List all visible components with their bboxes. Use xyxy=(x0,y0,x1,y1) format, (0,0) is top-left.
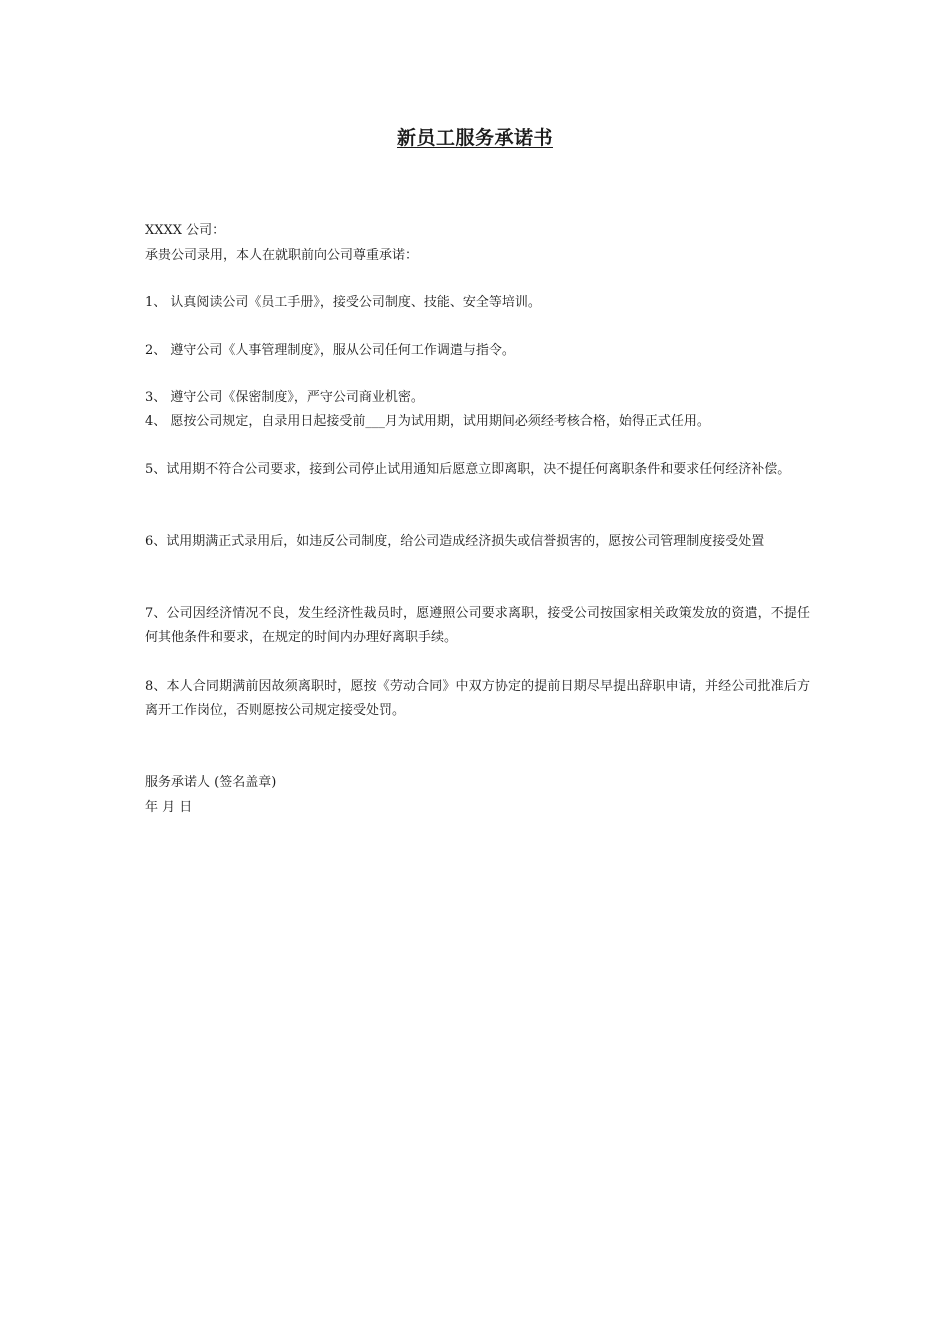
commitment-item-2: 2、 遵守公司《人事管理制度》，服从公司任何工作调遣与指令。 xyxy=(145,343,515,358)
intro-paragraph: 承贵公司录用，本人在就职前向公司尊重承诺： xyxy=(145,248,419,263)
commitment-item-6: 6、试用期满正式录用后，如违反公司制度，给公司造成经济损失或信誉损害的，愿按公司管理制度接受处置 xyxy=(145,534,765,549)
commitment-item-8: 8、本人合同期满前因故须离职时，愿按《劳动合同》中双方协定的提前日期尽早提出辞职申请，并经公司批准后方离开工作岗位，否则愿按公司规定接受处罚。 xyxy=(145,679,810,718)
document-title: 新员工服务承诺书 xyxy=(396,127,553,149)
commitment-item-7: 7、公司因经济情况不良，发生经济性裁员时，愿遵照公司要求离职，接受公司按国家相关政策发放的资遣，不提任何其他条件和要求，在规定的时间内办理好离职手续。 xyxy=(145,606,810,645)
commitment-item-1: 1、 认真阅读公司《员工手册》，接受公司制度、技能、安全等培训。 xyxy=(145,295,541,310)
date-line: 年 月 日 xyxy=(145,800,193,815)
signature-line: 服务承诺人 (签名盖章) xyxy=(145,775,277,790)
commitment-item-3: 3、 遵守公司《保密制度》，严守公司商业机密。 xyxy=(145,390,424,405)
addressee-line: XXXX 公司： xyxy=(145,223,226,238)
commitment-item-5: 5、试用期不符合公司要求，接到公司停止试用通知后愿意立即离职，决不提任何离职条件和要求任何经济补偿。 xyxy=(145,462,791,477)
commitment-item-4: 4、 愿按公司规定，自录用日起接受前___月为试用期，试用期间必须经考核合格，始得正式任用。 xyxy=(145,414,710,429)
